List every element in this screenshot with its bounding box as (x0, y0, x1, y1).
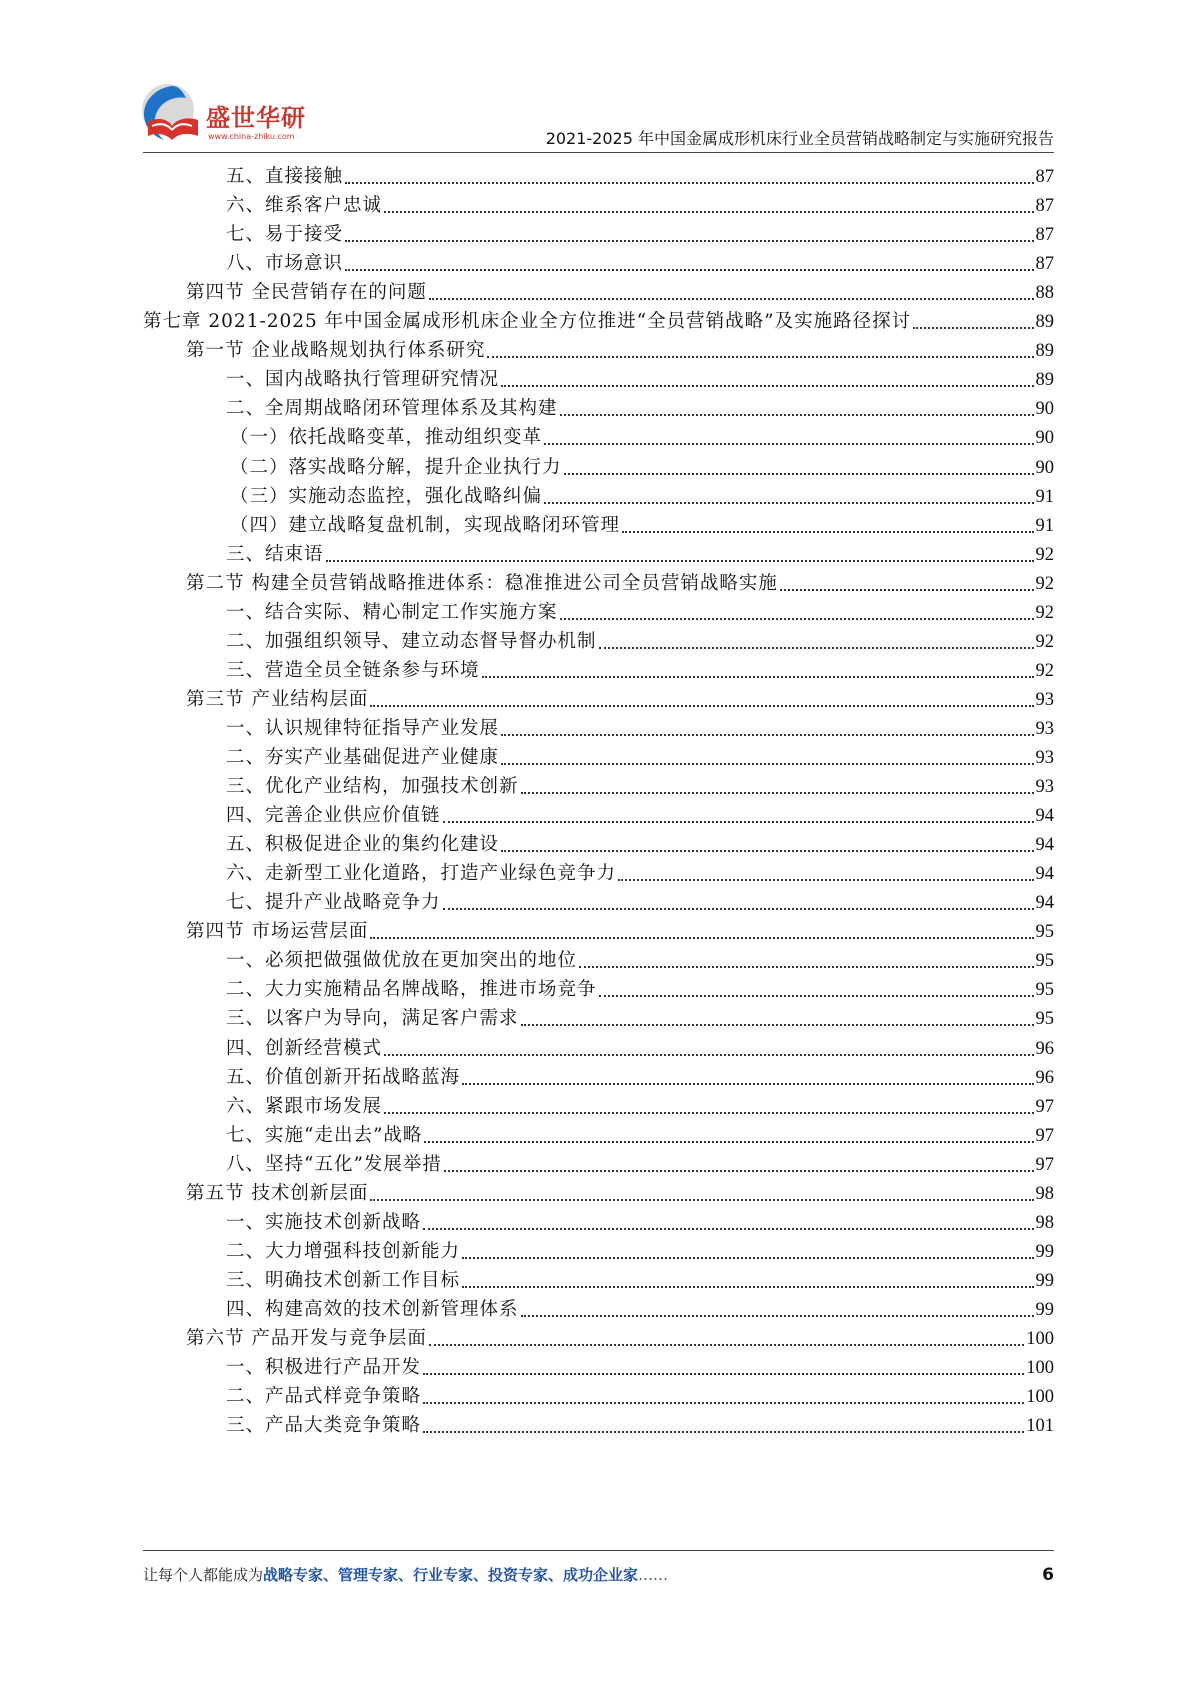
toc-entry[interactable] (186, 336, 1054, 366)
toc-entry[interactable] (226, 598, 1054, 628)
toc-entry-page: 95 (1035, 951, 1054, 972)
toc-dot-leader (521, 1024, 1034, 1026)
toc-entry-page: 92 (1035, 631, 1054, 652)
toc-entry-page: 99 (1035, 1270, 1054, 1291)
toc-entry-label: 七、实施“走出去”战略 (226, 1124, 423, 1146)
toc-entry-page: 89 (1035, 341, 1054, 362)
toc-entry-label: 一、必须把做强做优放在更加突出的地位 (226, 950, 578, 972)
toc-entry-label: （三）实施动态监控，强化战略纠偏 (230, 485, 543, 507)
toc-entry[interactable] (230, 423, 1054, 453)
toc-dot-leader (521, 1315, 1034, 1317)
toc-entry[interactable] (186, 1324, 1054, 1354)
toc-entry[interactable] (226, 1063, 1054, 1093)
toc-entry-label: 六、维系客户忠诚 (226, 195, 383, 217)
toc-entry[interactable] (226, 1353, 1054, 1383)
toc-dot-leader (384, 1054, 1033, 1056)
toc-entry[interactable] (226, 394, 1054, 424)
toc-entry[interactable] (186, 917, 1054, 947)
toc-entry-label: 一、实施技术创新战略 (226, 1211, 422, 1233)
toc-dot-leader (780, 589, 1034, 591)
toc-entry-page: 100 (1026, 1358, 1054, 1379)
toc-entry[interactable] (230, 453, 1054, 483)
footer-divider (143, 1550, 1054, 1551)
toc-entry-page: 99 (1035, 1241, 1054, 1262)
toc-entry-label: 七、易于接受 (226, 224, 344, 246)
toc-dot-leader (443, 821, 1034, 823)
toc-entry-label: 四、构建高效的技术创新管理体系 (226, 1298, 519, 1320)
toc-entry[interactable] (226, 1121, 1054, 1151)
toc-entry-label: 六、紧跟市场发展 (226, 1095, 383, 1117)
toc-entry-label: 三、结束语 (226, 543, 324, 565)
toc-entry-page: 96 (1035, 1067, 1054, 1088)
header-divider (143, 152, 1054, 153)
toc-entry[interactable] (186, 1179, 1054, 1209)
toc-dot-leader (326, 560, 1034, 562)
logo-book-icon (138, 80, 206, 148)
toc-dot-leader (487, 356, 1033, 358)
toc-entry-page: 93 (1035, 718, 1054, 739)
toc-entry-label: 三、优化产业结构，加强技术创新 (226, 776, 519, 798)
page-header (0, 0, 1191, 160)
toc-entry-page: 95 (1035, 1009, 1054, 1030)
toc-entry[interactable] (226, 1411, 1054, 1441)
toc-entry[interactable] (226, 859, 1054, 889)
toc-entry-label: 第五节 技术创新层面 (186, 1182, 369, 1204)
toc-dot-leader (579, 966, 1033, 968)
toc-entry-label: 一、国内战略执行管理研究情况 (226, 369, 500, 391)
toc-dot-leader (599, 647, 1034, 649)
toc-entry-page: 93 (1035, 748, 1054, 768)
toc-entry[interactable] (226, 249, 1054, 279)
logo-name: 盛世华研 (206, 104, 306, 132)
toc-entry-page: 92 (1035, 602, 1054, 623)
toc-entry[interactable] (226, 1034, 1054, 1064)
toc-dot-leader (462, 1257, 1033, 1259)
toc-entry-label: 五、直接接触 (226, 166, 344, 187)
toc-dot-leader (622, 531, 1033, 533)
page-number: 6 (1042, 1565, 1054, 1585)
toc-dot-leader (501, 763, 1033, 765)
toc-entry-page: 94 (1035, 835, 1054, 856)
toc-dot-leader (424, 1141, 1033, 1143)
toc-dot-leader (370, 705, 1033, 707)
toc-entry-label: 四、创新经营模式 (226, 1037, 383, 1059)
toc-entry-page: 90 (1035, 399, 1054, 420)
toc-dot-leader (423, 1402, 1024, 1404)
toc-dot-leader (913, 327, 1033, 329)
toc-entry-label: 五、积极促进企业的集约化建设 (226, 834, 500, 856)
toc-entry-label: （二）落实战略分解，提升企业执行力 (230, 456, 562, 478)
toc-entry-page: 87 (1035, 254, 1054, 275)
toc-entry[interactable] (226, 946, 1054, 976)
toc-entry-label: （四）建立战略复盘机制，实现战略闭环管理 (230, 514, 621, 536)
toc-entry[interactable] (143, 307, 1054, 337)
toc-entry[interactable] (226, 191, 1054, 221)
toc-entry-label: 第七章 2021-2025 年中国金属成形机床企业全方位推进“全员营销战略”及实施路径探讨 (143, 311, 912, 333)
toc-entry-page: 88 (1035, 283, 1054, 304)
toc-dot-leader (501, 850, 1033, 852)
toc-entry-label: 五、价值创新开拓战略蓝海 (226, 1066, 461, 1088)
toc-entry-page: 96 (1035, 1038, 1054, 1059)
toc-dot-leader (560, 414, 1034, 416)
company-logo (138, 80, 308, 150)
toc-entry[interactable] (226, 365, 1054, 395)
toc-entry-page: 92 (1035, 544, 1054, 565)
toc-entry[interactable] (226, 1382, 1054, 1412)
toc-entry-page: 94 (1035, 864, 1054, 885)
toc-entry-label: 第三节 产业结构层面 (186, 688, 369, 710)
toc-dot-leader (444, 1170, 1034, 1172)
toc-dot-leader (443, 908, 1034, 910)
toc-entry-page: 94 (1035, 893, 1054, 914)
toc-entry[interactable] (226, 162, 1054, 192)
toc-entry-label: 八、坚持“五化”发展举措 (226, 1153, 442, 1175)
toc-entry[interactable] (226, 627, 1054, 657)
toc-entry-page: 92 (1035, 573, 1054, 594)
toc-dot-leader (501, 385, 1033, 387)
toc-dot-leader (564, 473, 1034, 475)
toc-entry-label: 二、全周期战略闭环管理体系及其构建 (226, 398, 558, 420)
toc-dot-leader (423, 1373, 1024, 1375)
toc-entry-page: 98 (1035, 1212, 1054, 1233)
toc-entry-label: 一、结合实际、精心制定工作实施方案 (226, 601, 558, 623)
toc-dot-leader (370, 1199, 1033, 1201)
toc-entry-label: （一）依托战略变革，推动组织变革 (230, 427, 543, 449)
toc-dot-leader (521, 792, 1034, 794)
page-footer (143, 1560, 1054, 1590)
toc-entry-page: 97 (1035, 1096, 1054, 1117)
toc-dot-leader (370, 937, 1033, 939)
toc-entry-label: 第四节 全民营销存在的问题 (186, 282, 427, 304)
toc-entry[interactable] (226, 1150, 1054, 1180)
toc-entry-page: 92 (1035, 660, 1054, 681)
toc-entry-page: 90 (1035, 457, 1054, 478)
toc-dot-leader (345, 182, 1033, 184)
toc-entry[interactable] (186, 278, 1054, 308)
toc-entry[interactable] (226, 772, 1054, 802)
toc-entry-page: 89 (1035, 370, 1054, 391)
toc-entry-page: 91 (1035, 486, 1054, 507)
toc-entry-label: 三、以客户为导向，满足客户需求 (226, 1008, 519, 1030)
footer-slogan-prefix: 让每个人都能成为 (143, 1566, 264, 1584)
toc-dot-leader (462, 1286, 1033, 1288)
toc-entry-label: 二、夯实产业基础促进产业健康 (226, 747, 500, 768)
toc-dot-leader (345, 240, 1033, 242)
toc-entry[interactable] (226, 540, 1054, 570)
toc-entry[interactable] (226, 1295, 1054, 1325)
toc-dot-leader (544, 443, 1033, 445)
toc-entry[interactable] (226, 1004, 1054, 1034)
toc-entry-label: 七、提升产业战略竞争力 (226, 892, 441, 914)
toc-entry-page: 95 (1035, 980, 1054, 1001)
toc-entry-page: 93 (1035, 777, 1054, 798)
toc-dot-leader (501, 734, 1033, 736)
toc-entry[interactable] (226, 801, 1054, 831)
toc-entry-label: 二、大力实施精品名牌战略，推进市场竞争 (226, 979, 597, 1001)
toc-entry-page: 91 (1035, 515, 1054, 536)
report-title: 2021-2025 年中国金属成形机床行业全员营销战略制定与实施研究报告 (545, 129, 1054, 148)
toc-entry-page: 87 (1035, 196, 1054, 217)
toc-entry[interactable] (226, 1266, 1054, 1296)
toc-entry-label: 第一节 企业战略规划执行体系研究 (186, 340, 486, 362)
toc-dot-leader (429, 298, 1034, 300)
toc-entry-label: 第二节 构建全员营销战略推进体系：稳准推进公司全员营销战略实施 (186, 572, 778, 594)
toc-entry-page: 90 (1035, 428, 1054, 449)
toc-entry-label: 三、营造全员全链条参与环境 (226, 659, 480, 681)
toc-entry-label: 三、产品大类竞争策略 (226, 1415, 422, 1437)
footer-slogan-suffix: …… (638, 1566, 669, 1584)
toc-entry-label: 八、市场意识 (226, 253, 344, 275)
toc-dot-leader (482, 676, 1034, 678)
footer-slogan-highlight: 战略专家、管理专家、行业专家、投资专家、成功企业家 (263, 1566, 639, 1584)
toc-entry-page: 89 (1035, 312, 1054, 333)
toc-dot-leader (345, 269, 1033, 271)
toc-entry-page: 101 (1026, 1416, 1054, 1437)
toc-entry-label: 第六节 产品开发与竞争层面 (186, 1328, 427, 1349)
toc-entry-page: 87 (1035, 225, 1054, 246)
toc-entry[interactable] (226, 830, 1054, 860)
toc-entry-page: 94 (1035, 806, 1054, 827)
toc-entry-page: 97 (1035, 1154, 1054, 1175)
toc-entry-label: 一、认识规律特征指导产业发展 (226, 717, 500, 739)
toc-dot-leader (423, 1228, 1033, 1230)
toc-entry-page: 99 (1035, 1299, 1054, 1320)
toc-entry-page: 100 (1026, 1387, 1054, 1408)
toc-dot-leader (462, 1083, 1033, 1085)
toc-entry-label: 六、走新型工业化道路，打造产业绿色竞争力 (226, 863, 617, 885)
toc-entry-page: 98 (1035, 1183, 1054, 1204)
toc-entry-label: 二、产品式样竞争策略 (226, 1386, 422, 1408)
toc-entry-page: 97 (1035, 1125, 1054, 1146)
toc-dot-leader (423, 1431, 1024, 1433)
toc-entry-label: 三、明确技术创新工作目标 (226, 1269, 461, 1291)
toc-entry-page: 100 (1026, 1329, 1054, 1349)
toc-dot-leader (384, 211, 1033, 213)
toc-entry-page: 93 (1035, 689, 1054, 710)
toc-entry[interactable] (230, 511, 1054, 541)
toc-entry-label: 一、积极进行产品开发 (226, 1357, 422, 1379)
toc-entry[interactable] (186, 569, 1054, 599)
toc-entry[interactable] (226, 714, 1054, 744)
toc-entry[interactable] (226, 1208, 1054, 1238)
toc-dot-leader (599, 995, 1034, 997)
toc-dot-leader (544, 502, 1033, 504)
toc-entry-page: 95 (1035, 922, 1054, 943)
toc-entry[interactable] (226, 1092, 1054, 1122)
toc-entry[interactable] (186, 685, 1054, 715)
toc-entry-label: 二、加强组织领导、建立动态督导督办机制 (226, 630, 597, 652)
toc-entry-label: 二、大力增强科技创新能力 (226, 1240, 461, 1262)
toc-entry-label: 四、完善企业供应价值链 (226, 805, 441, 827)
toc-entry-page: 87 (1035, 167, 1054, 187)
toc-entry[interactable] (230, 482, 1054, 512)
toc-dot-leader (560, 618, 1034, 620)
toc-entry[interactable] (226, 656, 1054, 686)
toc-entry[interactable] (226, 888, 1054, 918)
toc-dot-leader (429, 1344, 1024, 1346)
toc-entry-label: 第四节 市场运营层面 (186, 921, 369, 943)
toc-entry[interactable] (226, 220, 1054, 250)
toc-entry[interactable] (226, 975, 1054, 1005)
toc-dot-leader (618, 879, 1033, 881)
toc-dot-leader (384, 1112, 1033, 1114)
logo-url: www.china-zhiku.com (208, 132, 295, 141)
toc-entry[interactable] (226, 743, 1054, 773)
toc-entry[interactable] (226, 1237, 1054, 1267)
